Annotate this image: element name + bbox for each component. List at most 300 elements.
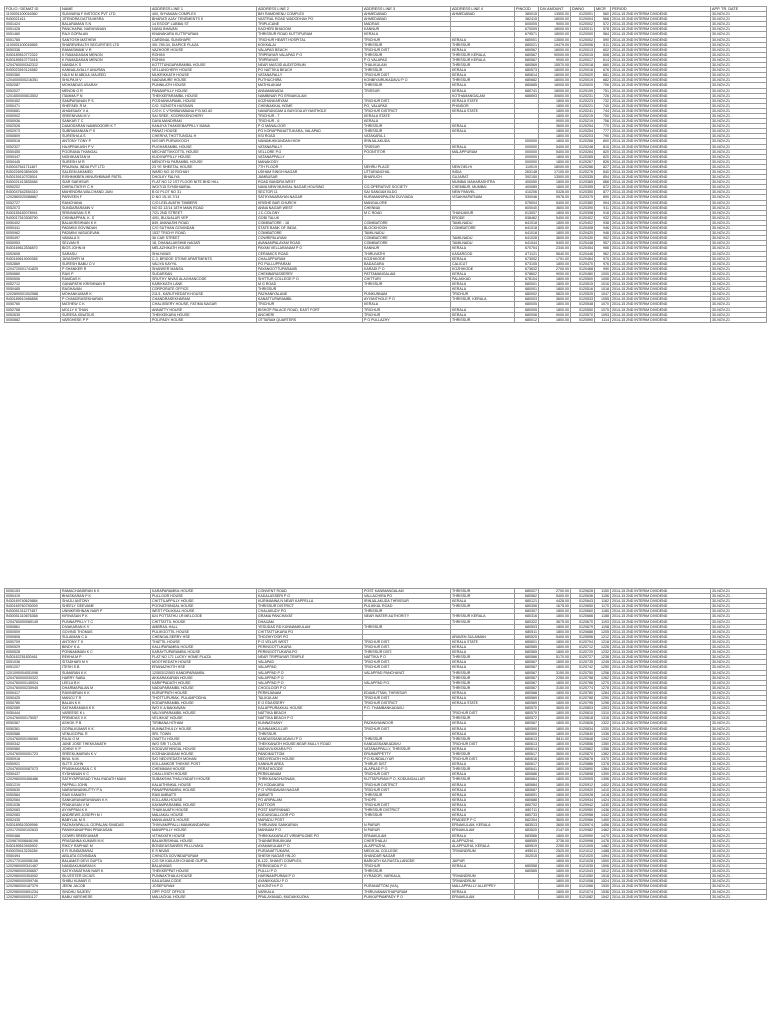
cell-name: PRAKASAN V M xyxy=(61,802,151,807)
cell-name: SANKARANARAYANAN K K xyxy=(61,797,151,802)
cell-div-amount: 18000.00 xyxy=(539,88,571,93)
cell-period: 2014-15 2ND INTERIM DIVIDEND xyxy=(611,619,711,624)
cell-app-tr-date: 30-NOV-21 xyxy=(711,68,767,73)
cell-pincode: 680613 xyxy=(515,741,539,746)
cell-period: 2014-15 2ND INTERIM DIVIDEND xyxy=(611,741,711,746)
cell-pincode: 641018 xyxy=(515,231,539,236)
cell-micr: 957 xyxy=(595,241,611,246)
cell-address-line-2: JAMBUSAR xyxy=(257,175,363,180)
cell-address-line-4: THRISSUR KERALA xyxy=(451,57,515,62)
cell-address-line-1: OVATTU HOUSE xyxy=(151,736,257,741)
cell-address-line-1: 12/503/12/503 KANDIPARAMBIL xyxy=(151,670,257,675)
cell-period: 2014-15 2ND INTERIM DIVIDEND xyxy=(611,276,711,281)
cell-app-tr-date: 30-NOV-21 xyxy=(711,98,767,103)
cell-dw-no: 0120856 xyxy=(571,741,595,746)
cell-name: RISHMIKBEN MINUSHBINAR PATEL xyxy=(61,175,151,180)
cell-address-line-1: KODAPARAMBIL HOUSE xyxy=(151,701,257,706)
cell-period: 2014-15 2ND INTERIM DIVIDEND xyxy=(611,73,711,78)
cell-app-tr-date: 30-NOV-21 xyxy=(711,670,767,675)
cell-micr: 918 xyxy=(595,210,611,215)
cell-micr: 952 xyxy=(595,236,611,241)
cell-period: 2014-15 2ND INTERIM DIVIDEND xyxy=(611,17,711,22)
cell-pincode: 530046 xyxy=(515,195,539,200)
cell-folio: IN30189510309996 xyxy=(5,823,61,828)
cell-folio: 0050509 xyxy=(5,629,61,634)
cell-address-line-2: NEAR MASJID AUDITORIUM xyxy=(257,63,363,68)
cell-dw-no: 0120448 xyxy=(571,241,595,246)
cell-address-line-3: THRISSUR xyxy=(363,736,451,741)
cell-address-line-4: THRISSUR xyxy=(451,594,515,599)
cell-name: DAMODARAN NAMBOODIRI K T xyxy=(61,124,151,129)
cell-dw-no: 0120870 xyxy=(571,752,595,757)
cell-folio: 0051036 xyxy=(5,802,61,807)
cell-address-line-4: KERALA xyxy=(451,772,515,777)
cell-div-amount: 2340.00 xyxy=(539,246,571,251)
cell-address-line-3: THRISSUR xyxy=(363,282,451,287)
cell-dw-no: 0120215 xyxy=(571,113,595,118)
cell-address-line-1: POOVATHINGAL HOUSE xyxy=(151,604,257,609)
cell-div-amount: 13500.00 xyxy=(539,12,571,17)
cell-address-line-2: VARKALA xyxy=(257,889,363,894)
cell-name: SURESH M R xyxy=(61,159,151,164)
cell-div-amount: 13500.00 xyxy=(539,37,571,42)
cell-app-tr-date: 30-NOV-21 xyxy=(711,287,767,292)
cell-address-line-1: 400, SHYAMAN COMPLEX xyxy=(151,12,257,17)
cell-address-line-2: PAYANGOTTUPARAMB xyxy=(257,266,363,271)
cell-name: VENUGOPAL R xyxy=(61,731,151,736)
cell-pincode: 641018 xyxy=(515,226,539,231)
cell-address-line-3: AHMEDABAD xyxy=(363,17,451,22)
cell-period: 2014-15 2ND INTERIM DIVIDEND xyxy=(611,251,711,256)
cell-period: 2014-15 2ND INTERIM DIVIDEND xyxy=(611,108,711,113)
cell-micr: 1500 xyxy=(595,858,611,863)
cell-address-line-1: MALIACKAL HOUSE xyxy=(151,894,257,899)
cell-address-line-2: PO ARIPALAM xyxy=(257,797,363,802)
cell-pincode: 680567 xyxy=(515,660,539,665)
cell-address-line-3: IRINJALAKUDA THRISSUR xyxy=(363,599,451,604)
cell-folio: 0050468 xyxy=(5,833,61,838)
cell-address-line-2: VATANAPPALLY xyxy=(257,154,363,159)
cell-pincode: 680558 xyxy=(515,864,539,869)
cell-name: ABILATA GOVINDAN xyxy=(61,853,151,858)
cell-pincode: 613007 xyxy=(515,210,539,215)
cell-div-amount: 1800.00 xyxy=(539,746,571,751)
cell-address-line-4: KERALA xyxy=(451,787,515,792)
cell-address-line-1: KURUPPATH HOUSE xyxy=(151,690,257,695)
cell-folio: IN30189510466858 xyxy=(5,297,61,302)
cell-div-amount: 5820.00 xyxy=(539,292,571,297)
cell-folio: 1204760000051723 xyxy=(5,752,61,757)
cell-div-amount: 4500.00 xyxy=(539,716,571,721)
cell-div-amount: 1791.00 xyxy=(539,256,571,261)
cell-address-line-1: KALAITHINKAL HOUSE xyxy=(151,782,257,787)
cell-micr: 660 xyxy=(595,63,611,68)
cell-address-line-3: PAZHAYANNOOR xyxy=(363,721,451,726)
cell-div-amount: 3600.00 xyxy=(539,823,571,828)
cell-address-line-1: KOLLARA HOUSE xyxy=(151,797,257,802)
cell-folio: 0050336 xyxy=(5,47,61,52)
cell-app-tr-date: 30-NOV-21 xyxy=(711,93,767,98)
cell-pincode: 680600 xyxy=(515,731,539,736)
cell-name: BIGS JOHN M xyxy=(61,246,151,251)
cell-name: BINDY K A xyxy=(61,645,151,650)
cell-dw-no: 0120264 xyxy=(571,149,595,154)
cell-app-tr-date: 30-NOV-21 xyxy=(711,175,767,180)
cell-name: SANKAR T C xyxy=(61,119,151,124)
cell-address-line-2: BISHOP PALACE ROAD, EAST FORT xyxy=(257,307,363,312)
cell-dw-no: 0120002 xyxy=(571,37,595,42)
cell-period: 2014-15 2ND INTERIM DIVIDEND xyxy=(611,762,711,767)
cell-address-line-3: BHARUCH xyxy=(363,175,451,180)
cell-address-line-1: THATTIL HOUSE xyxy=(151,639,257,644)
cell-div-amount: 1800.00 xyxy=(539,680,571,685)
cell-dw-no: 0120516 xyxy=(571,287,595,292)
cell-pincode: 680570 xyxy=(515,706,539,711)
cell-address-line-4: KASARGOD xyxy=(451,251,515,256)
cell-micr: 1170 xyxy=(595,604,611,609)
cell-address-line-2: P O VELUR WEST xyxy=(257,639,363,644)
cell-address-line-2: NAVARANGAM & BAYGOA AYYANTHOLE xyxy=(257,108,363,113)
cell-address-line-2: B/H RAMDHENU COMPLEX xyxy=(257,12,363,17)
cell-address-line-1: WARD NO 10 RICHAH xyxy=(151,170,257,175)
cell-period: 2014-15 2ND INTERIM DIVIDEND xyxy=(611,634,711,639)
cell-name: GOWRI SREEKUMAR xyxy=(61,833,151,838)
cell-dw-no: 0120266 xyxy=(571,164,595,169)
cell-name: RAGHAVAN xyxy=(61,287,151,292)
cell-div-amount: 3150.00 xyxy=(539,670,571,675)
cell-dw-no: 0121058 xyxy=(571,879,595,884)
cell-address-line-4: KERALA xyxy=(451,307,515,312)
cell-micr: 566 xyxy=(595,17,611,22)
cell-period: 2014-15 2ND INTERIM DIVIDEND xyxy=(611,858,711,863)
cell-folio: IN30169740629884 xyxy=(5,599,61,604)
cell-period: 2014-15 2ND INTERIM DIVIDEND xyxy=(611,838,711,843)
cell-address-line-3: NEAR WATER AUTHORITY xyxy=(363,614,451,619)
cell-micr: 1542 xyxy=(595,894,611,899)
cell-dw-no: 0120848 xyxy=(571,736,595,741)
cell-div-amount: 9000.00 xyxy=(539,57,571,62)
cell-name: GOPALKUMAR K K xyxy=(61,726,151,731)
cell-folio: IN30051310676368 xyxy=(5,614,61,619)
cell-app-tr-date: 30-NOV-21 xyxy=(711,833,767,838)
cell-micr: 877 xyxy=(595,190,611,195)
cell-address-line-3: KURAMANIPALEM DUVVADA xyxy=(363,195,451,200)
cell-period: 2014-15 2ND INTERIM DIVIDEND xyxy=(611,813,711,818)
cell-dw-no: 0120500 xyxy=(571,276,595,281)
cell-dw-no: 0121035 xyxy=(571,864,595,869)
cell-address-line-4: TAMILNADU xyxy=(451,236,515,241)
cell-address-line-3: VALLACHIRA PO xyxy=(363,594,451,599)
cell-div-amount: 1800.00 xyxy=(539,879,571,884)
cell-app-tr-date: 30-NOV-21 xyxy=(711,170,767,175)
cell-name: MANOJ T R xyxy=(61,695,151,700)
cell-address-line-3: THRISSUR xyxy=(363,792,451,797)
cell-name: MOLLY K THAN xyxy=(61,307,151,312)
cell-micr: 1006 xyxy=(595,276,611,281)
cell-period: 2014-15 2ND INTERIM DIVIDEND xyxy=(611,711,711,716)
cell-name: AHAMSAAY V A xyxy=(61,108,151,113)
cell-address-line-2: CERAMICS ROAD xyxy=(257,251,363,256)
cell-dw-no: 0120408 xyxy=(571,226,595,231)
cell-period: 2014-15 2ND INTERIM DIVIDEND xyxy=(611,879,711,884)
cell-name: RANCHANA xyxy=(61,200,151,205)
cell-dw-no: 0120679 xyxy=(571,624,595,629)
column-header-name: NAME xyxy=(61,7,151,12)
cell-name: DIVAKARAN K V xyxy=(61,624,151,629)
cell-app-tr-date: 30-NOV-21 xyxy=(711,119,767,124)
cell-address-line-2: VATANAPALLY xyxy=(257,73,363,78)
cell-period: 2014-15 2ND INTERIM DIVIDEND xyxy=(611,190,711,195)
cell-app-tr-date: 30-NOV-21 xyxy=(711,711,767,716)
cell-dw-no: 0120398 xyxy=(571,210,595,215)
cell-address-line-1: BHARATI AJAY TENEMENTS 5 xyxy=(151,17,257,22)
cell-div-amount: 1800.00 xyxy=(539,874,571,879)
cell-address-line-1: CHALISSERY HOUSE, FATIMA NAGAR xyxy=(151,302,257,307)
cell-pincode: 679571 xyxy=(515,32,539,37)
cell-period: 2014-15 2ND INTERIM DIVIDEND xyxy=(611,833,711,838)
cell-app-tr-date: 30-NOV-21 xyxy=(711,619,767,624)
cell-period: 2014-15 2ND INTERIM DIVIDEND xyxy=(611,63,711,68)
cell-micr: 777 xyxy=(595,129,611,134)
cell-address-line-4: KERALA xyxy=(451,792,515,797)
cell-address-line-3: KERALA xyxy=(363,302,451,307)
cell-address-line-4: CALICUT xyxy=(451,261,515,266)
cell-period: 2014-15 2ND INTERIM DIVIDEND xyxy=(611,782,711,787)
cell-folio: 1204760000175057 xyxy=(5,716,61,721)
cell-pincode: 680572 xyxy=(515,716,539,721)
cell-div-amount: 1800.00 xyxy=(539,797,571,802)
cell-pincode xyxy=(515,894,539,899)
cell-address-line-3: VATAKARA-1 xyxy=(363,134,451,139)
cell-micr: 740 xyxy=(595,103,611,108)
cell-micr: 1402 xyxy=(595,782,611,787)
cell-app-tr-date: 30-NOV-21 xyxy=(711,159,767,164)
cell-address-line-1: CHENGALSERRY HSE xyxy=(151,634,257,639)
cell-name: KIRIVASAN P K xyxy=(61,614,151,619)
cell-folio: 0050447 xyxy=(5,154,61,159)
cell-app-tr-date: 30-NOV-21 xyxy=(711,302,767,307)
cell-period: 2014-15 2ND INTERIM DIVIDEND xyxy=(611,629,711,634)
cell-name: SILVESTER DICIUS xyxy=(61,874,151,879)
cell-period: 2014-15 2ND INTERIM DIVIDEND xyxy=(611,68,711,73)
cell-address-line-4: THRISSUR xyxy=(451,685,515,690)
cell-app-tr-date: 30-NOV-21 xyxy=(711,716,767,721)
cell-app-tr-date: 30-NOV-21 xyxy=(711,282,767,287)
cell-micr: 1218 xyxy=(595,639,611,644)
cell-micr: 820 xyxy=(595,154,611,159)
cell-address-line-1: CHERIYA THOTTUNGAL H xyxy=(151,134,257,139)
cell-address-line-2: TRIPRAYAR xyxy=(257,57,363,62)
cell-dw-no: 0120878 xyxy=(571,757,595,762)
cell-address-line-2: CHALAKUDY PO xyxy=(257,609,363,614)
cell-address-line-1: PUNNAKTHALA HOUSE xyxy=(151,874,257,879)
cell-address-line-1: AKKARAKARAN HOUSE xyxy=(151,675,257,680)
cell-dw-no: 0120018 xyxy=(571,63,595,68)
cell-period: 2014-15 2ND INTERIM DIVIDEND xyxy=(611,287,711,292)
cell-address-line-4: THRISSUR xyxy=(451,619,515,624)
cell-div-amount: 2700.00 xyxy=(539,589,571,594)
cell-app-tr-date: 30-NOV-21 xyxy=(711,42,767,47)
cell-address-line-1: KARAPARAMBIL HOUSE xyxy=(151,589,257,594)
cell-address-line-1: SUBAKSHA THALIYADATH HOUSE xyxy=(151,777,257,782)
cell-address-line-2: TRIPRAYAR VALAPAD P O xyxy=(257,52,363,57)
cell-address-line-1: PUNNILATH HOUSE xyxy=(151,83,257,88)
cell-pincode: 680021 xyxy=(515,42,539,47)
cell-folio: 1209870006846196 xyxy=(5,838,61,843)
cell-address-line-4: KERALA xyxy=(451,690,515,695)
cell-div-amount: 1800.00 xyxy=(539,614,571,619)
cell-address-line-4: PALAKKAD xyxy=(451,276,515,281)
cell-address-line-2: NADUVILKKARA PO xyxy=(257,746,363,751)
cell-micr: 1310 xyxy=(595,711,611,716)
cell-address-line-1: N/O MR.PURUKKOCH xyxy=(151,139,257,144)
cell-dw-no: 0120840 xyxy=(571,731,595,736)
cell-name: BABYLAL M S xyxy=(61,818,151,823)
cell-pincode: 600005 xyxy=(515,22,539,27)
cell-address-line-3: KERALA xyxy=(363,119,451,124)
cell-period: 2014-15 2ND INTERIM DIVIDEND xyxy=(611,22,711,27)
cell-period: 2014-15 2ND INTERIM DIVIDEND xyxy=(611,690,711,695)
cell-micr: 1330 xyxy=(595,726,611,731)
cell-micr: 1476 xyxy=(595,838,611,843)
cell-micr: 1290 xyxy=(595,695,611,700)
cell-period: 2014-15 2ND INTERIM DIVIDEND xyxy=(611,200,711,205)
cell-address-line-4: TRICHUR DIST xyxy=(451,741,515,746)
cell-folio: 0050953 xyxy=(5,241,61,246)
cell-app-tr-date: 30-NOV-21 xyxy=(711,307,767,312)
cell-micr: 890 xyxy=(595,195,611,200)
cell-address-line-1: 7/21 2ND STREET xyxy=(151,210,257,215)
cell-folio: 0051036 xyxy=(5,660,61,665)
cell-div-amount: 2250.00 xyxy=(539,675,571,680)
cell-address-line-1: 4/91, BUJUALUR VEP xyxy=(151,215,257,220)
cell-folio: 0050455 xyxy=(5,149,61,154)
cell-name: K RAMADASAN MENON xyxy=(61,57,151,62)
cell-div-amount: 5400.00 xyxy=(539,144,571,149)
cell-period: 2014-15 2ND INTERIM DIVIDEND xyxy=(611,246,711,251)
cell-address-line-3: CHENNAI xyxy=(363,205,451,210)
cell-address-line-2: VALAPPAD P O xyxy=(257,675,363,680)
column-header-address-line-4: ADDRESS LINE 4 xyxy=(451,7,515,12)
cell-dw-no: 0120011 xyxy=(571,27,595,32)
cell-dw-no: 0120803 xyxy=(571,706,595,711)
cell-folio: 0050367 xyxy=(5,721,61,726)
cell-app-tr-date: 30-NOV-21 xyxy=(711,317,767,322)
cell-micr: 1536 xyxy=(595,889,611,894)
cell-address-line-3: TRICHUR DIST xyxy=(363,695,451,700)
cell-address-line-4: KERALA xyxy=(451,731,515,736)
cell-app-tr-date: 30-NOV-21 xyxy=(711,843,767,848)
cell-address-line-3: MANGALORE xyxy=(363,200,451,205)
cell-address-line-3: MEDICAL COLLEGE xyxy=(363,848,451,853)
cell-period: 2014-15 2ND INTERIM DIVIDEND xyxy=(611,226,711,231)
cell-address-line-3: TAMILNADU xyxy=(363,231,451,236)
cell-micr: 962 xyxy=(595,251,611,256)
cell-folio: 1202980000059746 xyxy=(5,879,61,884)
cell-address-line-1: NANU BHAVAN xyxy=(151,27,257,32)
cell-dw-no: 0120268 xyxy=(571,139,595,144)
cell-div-amount: 5811.00 xyxy=(539,736,571,741)
cell-address-line-2: ANNA NAGAR WEST xyxy=(257,205,363,210)
cell-address-line-1: C/O SH KAILASH CHAND GUPTA xyxy=(151,858,257,863)
cell-address-line-3: KERALA STATE xyxy=(363,113,451,118)
cell-micr: 1350 xyxy=(595,741,611,746)
cell-address-line-4: KERALA xyxy=(451,47,515,52)
cell-app-tr-date: 30-NOV-21 xyxy=(711,879,767,884)
cell-div-amount: 9000.00 xyxy=(539,22,571,27)
cell-micr: 1232 xyxy=(595,650,611,655)
cell-address-line-3: TRICHUR xyxy=(363,307,451,312)
cell-div-amount: 1800.00 xyxy=(539,741,571,746)
cell-address-line-1: CHEMMANI HOUSE xyxy=(151,767,257,772)
column-header-div-amount: DIV.AMOUNT xyxy=(539,7,571,12)
cell-address-line-3: THRISSUR xyxy=(363,624,451,629)
cell-div-amount: 18000.00 xyxy=(539,32,571,37)
cell-folio: 0052083 xyxy=(5,808,61,813)
cell-pincode: 680614 xyxy=(515,746,539,751)
cell-folio: 0050506 xyxy=(5,276,61,281)
cell-address-line-2: DHAIJAM xyxy=(257,619,363,624)
cell-name: DHIRAJTATHY C H xyxy=(61,185,151,190)
cell-address-line-4: KERALA xyxy=(451,88,515,93)
cell-app-tr-date: 30-NOV-21 xyxy=(711,73,767,78)
cell-micr: 590 xyxy=(595,37,611,42)
cell-app-tr-date: 30-NOV-21 xyxy=(711,185,767,190)
cell-address-line-2: NATTIKA BEACH xyxy=(257,711,363,716)
cell-period: 2014-15 2ND INTERIM DIVIDEND xyxy=(611,792,711,797)
cell-div-amount: 9576.00 xyxy=(539,195,571,200)
cell-folio: 1204760000089145 xyxy=(5,619,61,624)
cell-folio: 0050882 xyxy=(5,317,61,322)
cell-address-line-2: MANAKODY xyxy=(257,159,363,164)
cell-pincode: 680565 xyxy=(515,645,539,650)
cell-folio: 0052526 xyxy=(5,124,61,129)
cell-address-line-3: TRICHUR DIST xyxy=(363,47,451,52)
cell-div-amount: 2147.00 xyxy=(539,828,571,833)
cell-dw-no: 0121074 xyxy=(571,889,595,894)
cell-micr: 1462 xyxy=(595,828,611,833)
cell-period: 2014-15 2ND INTERIM DIVIDEND xyxy=(611,83,711,88)
cell-div-amount: 1800.00 xyxy=(539,261,571,266)
cell-micr: 1530 xyxy=(595,884,611,889)
cell-address-line-4: KERALA xyxy=(451,271,515,276)
cell-name: SAMPARANAN P S xyxy=(61,98,151,103)
cell-address-line-1: ROHINI xyxy=(151,57,257,62)
cell-micr: 1390 xyxy=(595,772,611,777)
cell-app-tr-date: 30-NOV-21 xyxy=(711,655,767,660)
cell-address-line-3: SHANDAR NAGAR xyxy=(363,853,451,858)
cell-dw-no: 0120998 xyxy=(571,838,595,843)
cell-pincode: 638462 xyxy=(515,215,539,220)
cell-address-line-2: KUNNATHANY xyxy=(257,721,363,726)
cell-app-tr-date: 30-NOV-21 xyxy=(711,164,767,169)
cell-div-amount: 1800.00 xyxy=(539,767,571,772)
cell-folio: 0050921 xyxy=(5,762,61,767)
cell-folio: 0052073 xyxy=(5,205,61,210)
cell-period: 2014-15 2ND INTERIM DIVIDEND xyxy=(611,185,711,190)
cell-address-line-2: KRISHE BAR CHURCH xyxy=(257,200,363,205)
cell-div-amount: 1800.00 xyxy=(539,185,571,190)
cell-address-line-1: VAZHOOR HOUSE xyxy=(151,47,257,52)
cell-address-line-3: KANDASSANKADAVU xyxy=(363,741,451,746)
cell-micr: 1378 xyxy=(595,762,611,767)
cell-address-line-2: AMBATTI xyxy=(257,792,363,797)
cell-micr: 1198 xyxy=(595,624,611,629)
cell-address-line-3: KOZHIKODE xyxy=(363,256,451,261)
cell-address-line-2: PO NATTIKA BEACH xyxy=(257,68,363,73)
cell-folio: 1204760000342312 xyxy=(5,63,61,68)
cell-name: P SHANKER R xyxy=(61,266,151,271)
